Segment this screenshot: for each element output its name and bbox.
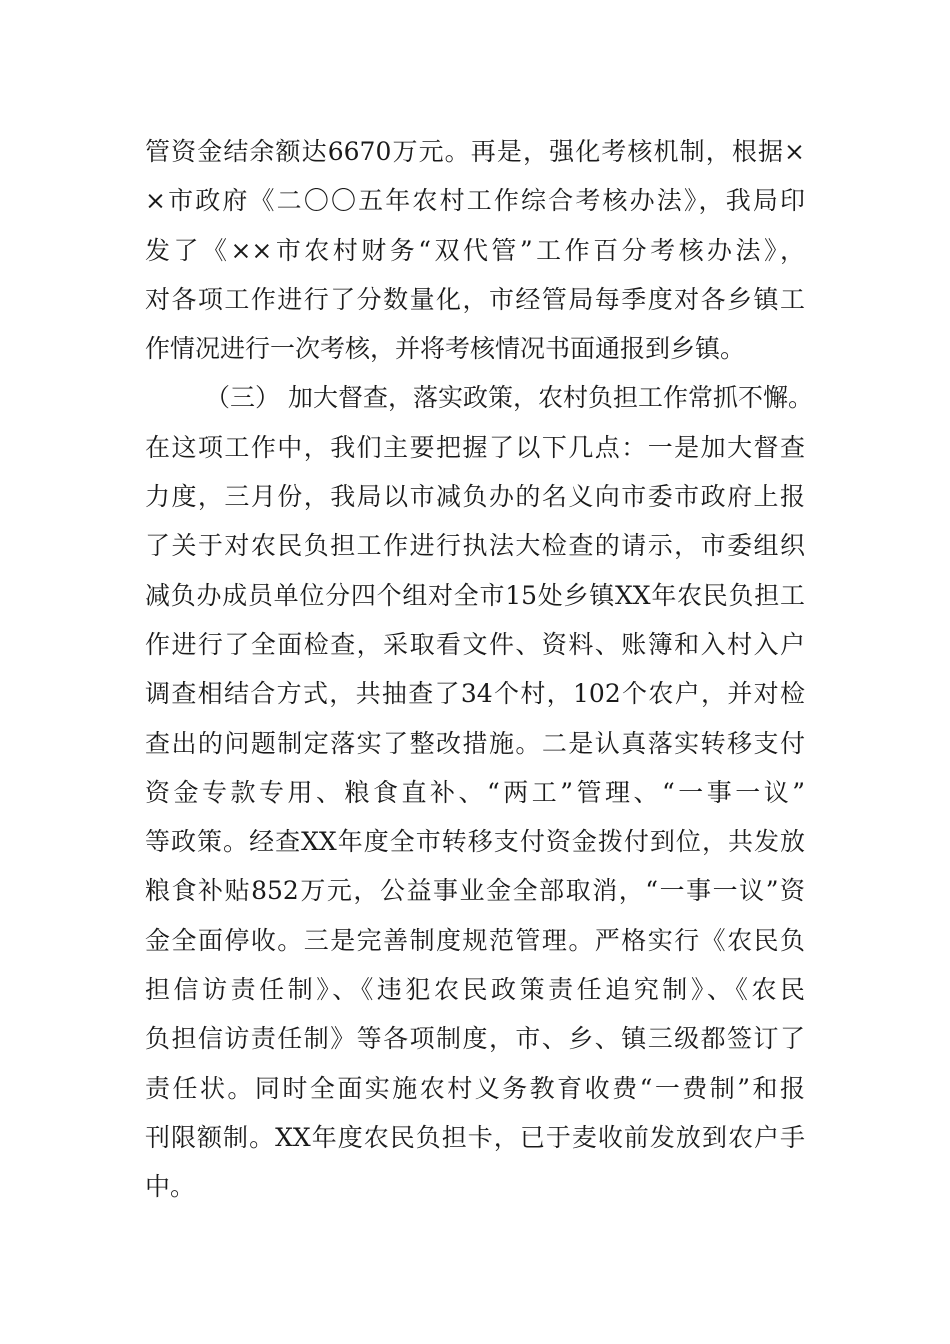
text-line-9: 了关于对农民负担工作进行执法大检查的请示，市委组织 xyxy=(145,531,805,561)
text-line-21: 刊限额制。XX年度农民负担卡，已于麦收前发放到农户手 xyxy=(145,1122,805,1152)
text-line-3: 发了《××市农村财务“双代管”工作百分考核办法》， xyxy=(145,235,805,265)
section-heading-3: （三） 加大督查，落实政策，农村负担工作常抓不懈。 xyxy=(205,383,813,413)
text-line-12: 调查相结合方式，共抽查了34个村，102个农户，并对检 xyxy=(145,679,805,709)
text-line-8: 力度，三月份，我局以市减负办的名义向市委市政府上报 xyxy=(145,482,805,512)
text-line-20: 责任状。同时全面实施农村义务教育收费“一费制”和报 xyxy=(145,1073,805,1103)
text-line-2: ×市政府《二〇〇五年农村工作综合考核办法》，我局印 xyxy=(145,186,805,216)
text-line-15: 等政策。经查XX年度全市转移支付资金拨付到位，共发放 xyxy=(145,827,805,857)
text-line-22: 中。 xyxy=(145,1172,196,1202)
text-line-13: 查出的问题制定落实了整改措施。二是认真落实转移支付 xyxy=(145,728,805,758)
text-line-18: 担信访责任制》、《违犯农民政策责任追究制》、《农民 xyxy=(145,975,805,1005)
text-line-16: 粮食补贴852万元，公益事业金全部取消，“一事一议”资 xyxy=(145,876,805,906)
body-text xyxy=(145,127,813,1212)
text-line-4: 对各项工作进行了分数量化，市经管局每季度对各乡镇工 xyxy=(145,284,805,314)
text-line-19: 负担信访责任制》等各项制度，市、乡、镇三级都签订了 xyxy=(145,1024,805,1054)
text-line-1: 管资金结余额达6670万元。再是，强化考核机制，根据× xyxy=(145,137,805,166)
text-line-5: 作情况进行一次考核，并将考核情况书面通报到乡镇。 xyxy=(145,334,746,364)
text-line-10: 减负办成员单位分四个组对全市15处乡镇XX年农民负担工 xyxy=(145,580,805,610)
text-line-17: 金全面停收。三是完善制度规范管理。严格实行《农民负 xyxy=(145,925,805,955)
text-line-7: 在这项工作中，我们主要把握了以下几点：一是加大督查 xyxy=(145,432,805,462)
text-line-11: 作进行了全面检查，采取看文件、资料、账簿和入村入户 xyxy=(145,629,805,659)
text-line-14: 资金专款专用、粮食直补、“两工”管理、“一事一议” xyxy=(145,777,805,807)
